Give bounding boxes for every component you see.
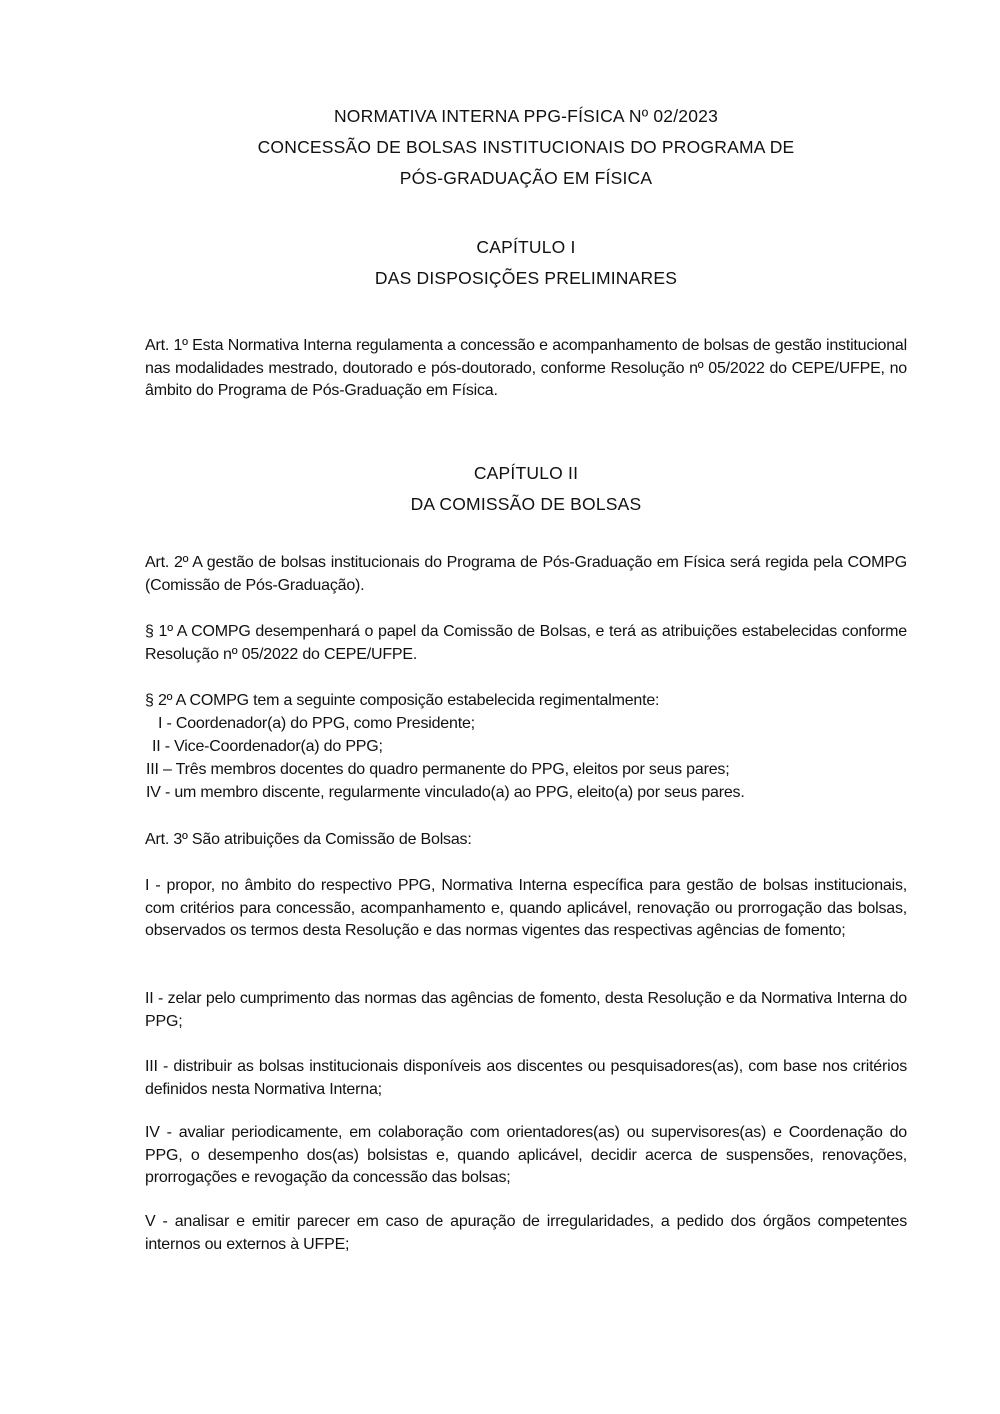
chapter-1-name: DAS DISPOSIÇÕES PRELIMINARES	[374, 268, 678, 288]
attribution-item: V - analisar e emitir parecer em caso de apuração de irregularidades, a pedido dos órgãos competentes internos ou externos à UFPE;	[145, 1213, 907, 1253]
paragraph-1: § 1º A COMPG desempenhará o papel da Comissão de Bolsas, e terá as atribuições estabelecidas conforme Resolução nº 05/2022 do CEPE/UFPE.	[145, 623, 907, 663]
document-title	[145, 101, 907, 194]
composition-item: II - Vice-Coordenador(a) do PPG;	[152, 738, 383, 755]
composition-item: III – Três membros docentes do quadro permanente do PPG, eleitos por seus pares;	[146, 761, 730, 778]
composition-item: IV - um membro discente, regularmente vinculado(a) ao PPG, eleito(a) por seus pares.	[146, 784, 745, 801]
article-3: Art. 3º São atribuições da Comissão de Bolsas:	[145, 831, 472, 848]
article-1: Art. 1º Esta Normativa Interna regulamenta a concessão e acompanhamento de bolsas de gestão institucional nas modalidades mestrado, doutorado e pós-doutorado, conforme Resolução nº 05/2022 do CEPE/UFPE, no âmbito do Programa de Pós-Graduação em Física.	[145, 337, 907, 399]
chapter-1-heading	[145, 232, 907, 294]
attribution-item: II - zelar pelo cumprimento das normas das agências de fomento, desta Resolução e da Normativa Interna do PPG;	[145, 990, 907, 1030]
title-line-3: PÓS-GRADUAÇÃO EM FÍSICA	[399, 168, 653, 188]
paragraph-2-intro: § 2º A COMPG tem a seguinte composição estabelecida regimentalmente:	[145, 692, 660, 709]
attribution-item: I - propor, no âmbito do respectivo PPG, Normativa Interna específica para gestão de bolsas institucionais, com critérios para concessão, acompanhamento e, quando aplicável, renovação ou prorrogação das bolsas, observados os termos desta Resolução e das normas vigentes das respectivas agências de fomento;	[145, 877, 907, 939]
attribution-item: III - distribuir as bolsas institucionais disponíveis aos discentes ou pesquisadores(as), com base nos critérios definidos nesta Normativa Interna;	[145, 1058, 907, 1098]
chapter-2-label: CAPÍTULO II	[473, 463, 579, 483]
chapter-2-name: DA COMISSÃO DE BOLSAS	[410, 494, 642, 514]
chapter-1-label: CAPÍTULO I	[476, 237, 576, 257]
chapter-2-heading	[145, 458, 907, 520]
title-line-1: NORMATIVA INTERNA PPG-FÍSICA Nº 02/2023	[333, 106, 719, 126]
composition-item: I - Coordenador(a) do PPG, como Presidente;	[158, 715, 475, 732]
attribution-item: IV - avaliar periodicamente, em colaboração com orientadores(as) ou supervisores(as) e Coordenação do PPG, o desempenho dos(as) bolsistas e, quando aplicável, decidir acerca de suspensões, renovações, prorrogações e revogação da concessão das bolsas;	[145, 1124, 907, 1186]
article-2: Art. 2º A gestão de bolsas institucionais do Programa de Pós-Graduação em Física será regida pela COMPG (Comissão de Pós-Graduação).	[145, 554, 907, 594]
title-line-2: CONCESSÃO DE BOLSAS INSTITUCIONAIS DO PROGRAMA DE	[257, 137, 795, 157]
